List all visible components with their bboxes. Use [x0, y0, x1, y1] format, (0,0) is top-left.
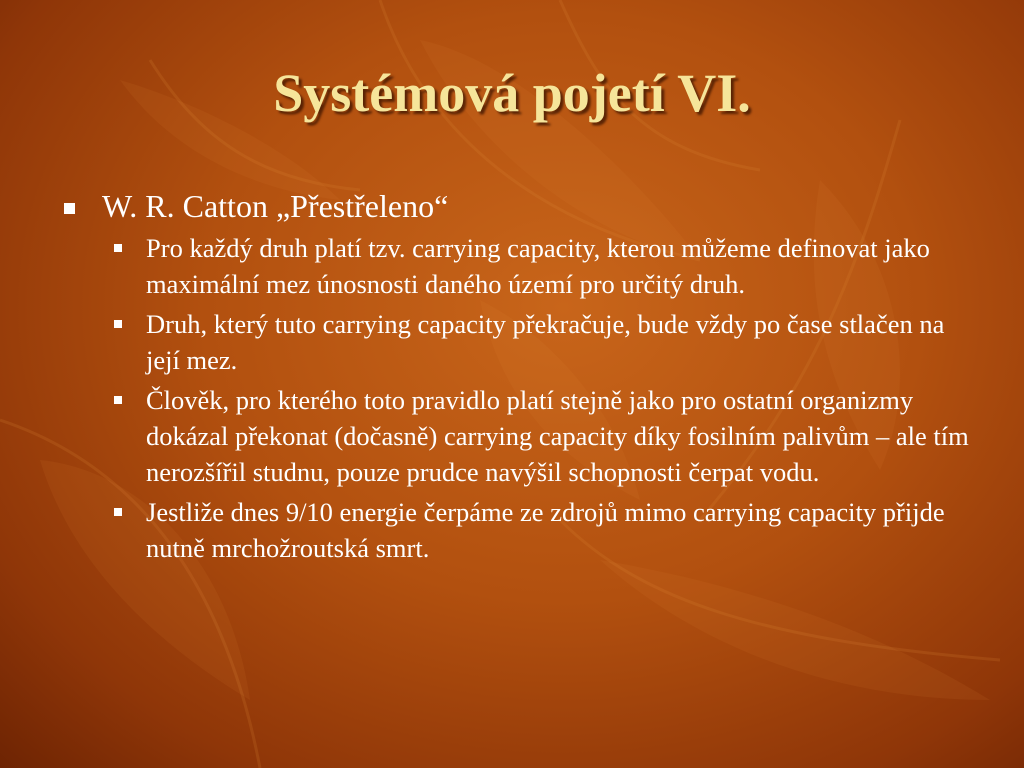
- list-item-sub-3: [62, 382, 982, 490]
- list-item-sub-4: [62, 494, 982, 566]
- slide-title: Systémová pojetí VI.: [273, 63, 751, 123]
- square-bullet-icon: [114, 244, 122, 252]
- list-item-main: [62, 186, 982, 226]
- square-bullet-icon: [114, 320, 122, 328]
- bullet-list: [62, 186, 982, 570]
- list-item-sub-text: Pro každý druh platí tzv. carrying capacity, kterou můžeme definovat jako maximální mez únosnosti daného území pro určitý druh.: [146, 233, 930, 299]
- list-item-sub-text: Druh, který tuto carrying capacity překračuje, bude vždy po čase stlačen na její mez.: [146, 309, 945, 375]
- square-bullet-icon: [114, 396, 122, 404]
- square-bullet-icon: [64, 203, 75, 214]
- list-item-sub-text: Člověk, pro kterého toto pravidlo platí stejně jako pro ostatní organizmy dokázal překonat (dočasně) carrying capacity díky fosilním palivům – ale tím nerozšířil studnu, pouze prudce navýšil schopnosti čerpat vodu.: [146, 385, 969, 487]
- list-item-sub-1: [62, 230, 982, 302]
- list-item-sub-text: Jestliže dnes 9/10 energie čerpáme ze zdrojů mimo carrying capacity přijde nutně mrchožroutská smrt.: [146, 497, 945, 563]
- square-bullet-icon: [114, 508, 122, 516]
- list-item-sub-2: [62, 306, 982, 378]
- list-item-main-text: W. R. Catton „Přestřeleno“: [102, 188, 449, 224]
